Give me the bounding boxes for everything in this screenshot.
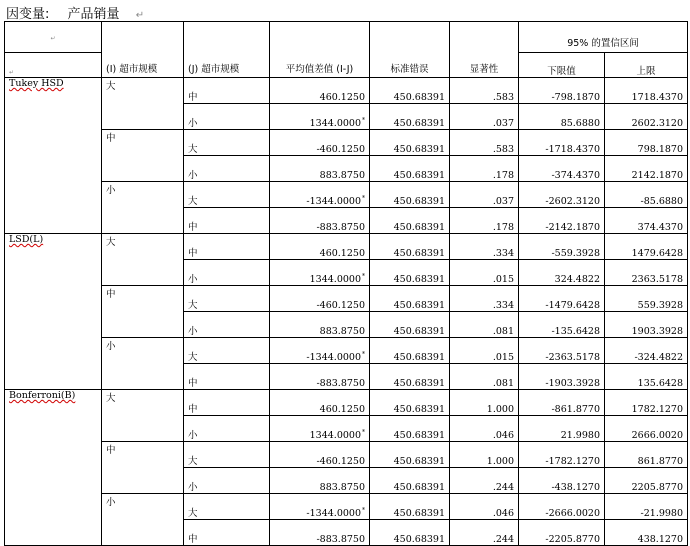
ci-lower-cell-value: -438.1270 <box>551 482 600 493</box>
size-j-cell <box>184 104 270 130</box>
mean-diff-cell <box>270 442 370 468</box>
std-err-cell <box>370 182 450 208</box>
sig-cell <box>450 156 519 182</box>
mean-diff-cell <box>270 156 370 182</box>
mean-diff-cell-value: -460.1250 <box>316 300 365 311</box>
std-err-cell-value: 450.68391 <box>393 92 445 103</box>
col-header-ci-lower: 下限值 <box>519 53 605 78</box>
std-err-cell <box>370 234 450 260</box>
ci-upper-cell-value: 135.6428 <box>637 378 684 389</box>
std-err-cell <box>370 156 450 182</box>
ci-upper-cell <box>605 494 688 520</box>
ci-lower-cell-value: -2142.1870 <box>545 222 600 233</box>
sig-cell <box>450 416 519 442</box>
dependent-variable-label: 因变量: <box>6 7 50 22</box>
ci-lower-cell-value: -2666.0020 <box>545 508 600 519</box>
ci-lower-cell <box>519 390 605 416</box>
std-err-cell-value: 450.68391 <box>393 118 445 129</box>
size-j-cell <box>184 520 270 546</box>
method-name: Bonferroni(B) <box>9 390 76 401</box>
ci-lower-cell-value: -2363.5178 <box>545 352 600 363</box>
ci-upper-cell <box>605 520 688 546</box>
mean-diff-cell <box>270 520 370 546</box>
ci-lower-cell <box>519 156 605 182</box>
ci-upper-cell-value: 438.1270 <box>637 534 684 545</box>
mean-diff-cell <box>270 312 370 338</box>
method-name: LSD(L) <box>9 234 44 245</box>
ci-lower-cell <box>519 104 605 130</box>
paragraph-mark-icon: ↵ <box>135 10 145 21</box>
method-name-cell <box>5 78 102 234</box>
sig-cell <box>450 442 519 468</box>
ci-upper-cell-value: -85.6880 <box>640 196 684 207</box>
mean-diff-cell <box>270 260 370 286</box>
size-j-cell-value: 大 <box>188 144 198 155</box>
sig-cell <box>450 182 519 208</box>
mean-diff-cell-value: -1344.0000 <box>306 196 361 207</box>
std-err-cell <box>370 130 450 156</box>
ci-upper-cell <box>605 234 688 260</box>
mean-diff-cell <box>270 468 370 494</box>
ci-upper-cell-value: -21.9980 <box>640 508 684 519</box>
ci-upper-cell-value: 559.3928 <box>637 300 684 311</box>
ci-upper-cell <box>605 338 688 364</box>
sig-cell-value: .178 <box>492 222 514 233</box>
ci-upper-cell <box>605 390 688 416</box>
col-header-i: (I) 超市规模 <box>102 22 184 78</box>
header-blank-cell-2: ↵ <box>5 53 102 78</box>
sig-cell <box>450 104 519 130</box>
significance-star: * <box>362 116 365 124</box>
ci-lower-cell-value: -2602.3120 <box>545 196 600 207</box>
table-row <box>5 338 688 364</box>
col-header-std-err: 标准错误 <box>370 22 450 78</box>
size-j-cell-value: 大 <box>188 352 198 363</box>
ci-lower-cell <box>519 182 605 208</box>
significance-star: * <box>362 194 365 202</box>
significance-star: * <box>362 428 365 436</box>
std-err-cell-value: 450.68391 <box>393 300 445 311</box>
sig-cell-value: .081 <box>492 326 514 337</box>
ci-lower-cell <box>519 260 605 286</box>
std-err-cell-value: 450.68391 <box>393 534 445 545</box>
sig-cell-value: .178 <box>492 170 514 181</box>
ci-upper-cell-value: 374.4370 <box>637 222 684 233</box>
mean-diff-cell <box>270 78 370 104</box>
mean-diff-cell-value: 883.8750 <box>319 170 365 181</box>
ci-lower-cell-value: -1718.4370 <box>545 144 600 155</box>
mean-diff-cell <box>270 494 370 520</box>
size-i-cell: 小 <box>102 338 184 390</box>
dependent-variable-value: 产品销量 <box>67 7 120 22</box>
ci-lower-cell-value: 85.6880 <box>560 118 600 129</box>
size-j-cell <box>184 78 270 104</box>
ci-upper-cell <box>605 156 688 182</box>
std-err-cell-value: 450.68391 <box>393 170 445 181</box>
col-header-mean-diff: 平均值差值 (I-J) <box>270 22 370 78</box>
col-header-ci: 95% 的置信区间 <box>519 22 688 53</box>
ci-lower-cell-value: 21.9980 <box>560 430 600 441</box>
ci-lower-cell <box>519 364 605 390</box>
mean-diff-cell-value: -883.8750 <box>316 378 365 389</box>
table-row <box>5 286 688 312</box>
size-j-cell <box>184 338 270 364</box>
significance-star: * <box>362 506 365 514</box>
size-j-cell-value: 中 <box>188 378 198 389</box>
ci-lower-cell-value: -2205.8770 <box>545 534 600 545</box>
mean-diff-cell <box>270 364 370 390</box>
sig-cell-value: .037 <box>492 196 514 207</box>
std-err-cell-value: 450.68391 <box>393 456 445 467</box>
size-j-cell <box>184 286 270 312</box>
size-j-cell-value: 小 <box>188 170 198 181</box>
sig-cell-value: .583 <box>492 144 514 155</box>
std-err-cell <box>370 104 450 130</box>
ci-upper-cell-value: 2602.3120 <box>631 118 684 129</box>
mean-diff-cell-value: -883.8750 <box>316 222 365 233</box>
sig-cell <box>450 260 519 286</box>
ci-lower-cell <box>519 494 605 520</box>
ci-lower-cell <box>519 78 605 104</box>
ci-lower-cell-value: -374.4370 <box>551 170 600 181</box>
significance-star: * <box>362 272 365 280</box>
table-row <box>5 182 688 208</box>
sig-cell <box>450 312 519 338</box>
sig-cell <box>450 364 519 390</box>
sig-cell-value: .583 <box>492 92 514 103</box>
ci-upper-cell-value: 2142.1870 <box>631 170 684 181</box>
std-err-cell-value: 450.68391 <box>393 274 445 285</box>
sig-cell-value: 1.000 <box>486 456 514 467</box>
size-j-cell-value: 小 <box>188 326 198 337</box>
size-j-cell-value: 大 <box>188 456 198 467</box>
sig-cell-value: 1.000 <box>486 404 514 415</box>
mean-diff-cell <box>270 338 370 364</box>
ci-lower-cell-value: -861.8770 <box>551 404 600 415</box>
size-i-cell: 大 <box>102 390 184 442</box>
std-err-cell <box>370 208 450 234</box>
size-i-cell: 大 <box>102 78 184 130</box>
mean-diff-cell-value: 1344.0000 <box>309 118 361 129</box>
multiple-comparisons-table <box>4 21 688 546</box>
mean-diff-cell <box>270 182 370 208</box>
std-err-cell-value: 450.68391 <box>393 196 445 207</box>
ci-lower-cell <box>519 520 605 546</box>
size-j-cell-value: 中 <box>188 248 198 259</box>
size-j-cell <box>184 260 270 286</box>
std-err-cell-value: 450.68391 <box>393 352 445 363</box>
ci-upper-cell <box>605 260 688 286</box>
mean-diff-cell <box>270 390 370 416</box>
size-j-cell <box>184 468 270 494</box>
mean-diff-cell <box>270 208 370 234</box>
ci-upper-cell-value: 2666.0020 <box>631 430 684 441</box>
sig-cell <box>450 208 519 234</box>
table-row <box>5 390 688 416</box>
size-j-cell-value: 大 <box>188 196 198 207</box>
size-j-cell-value: 大 <box>188 508 198 519</box>
size-j-cell <box>184 390 270 416</box>
sig-cell <box>450 338 519 364</box>
ci-lower-cell <box>519 234 605 260</box>
col-header-j: (J) 超市规模 <box>184 22 270 78</box>
header-blank-cell: ↵ <box>5 22 102 53</box>
std-err-cell <box>370 442 450 468</box>
ci-upper-cell <box>605 286 688 312</box>
ci-upper-cell-value: 861.8770 <box>637 456 684 467</box>
std-err-cell <box>370 468 450 494</box>
sig-cell <box>450 78 519 104</box>
mean-diff-cell <box>270 130 370 156</box>
ci-lower-cell-value: -1782.1270 <box>545 456 600 467</box>
mean-diff-cell-value: -1344.0000 <box>306 352 361 363</box>
std-err-cell-value: 450.68391 <box>393 508 445 519</box>
size-j-cell-value: 中 <box>188 92 198 103</box>
size-j-cell <box>184 494 270 520</box>
ci-lower-cell-value: -559.3928 <box>551 248 600 259</box>
size-i-cell: 小 <box>102 494 184 546</box>
table-header <box>5 22 688 78</box>
mean-diff-cell-value: 460.1250 <box>319 404 365 415</box>
method-name: Tukey HSD <box>9 78 64 89</box>
std-err-cell <box>370 520 450 546</box>
ci-lower-cell-value: 324.4822 <box>554 274 600 285</box>
sig-cell-value: .046 <box>492 430 514 441</box>
std-err-cell <box>370 338 450 364</box>
size-j-cell <box>184 234 270 260</box>
size-j-cell <box>184 156 270 182</box>
ci-upper-cell <box>605 442 688 468</box>
ci-upper-cell <box>605 208 688 234</box>
ci-upper-cell-value: 1718.4370 <box>631 92 684 103</box>
ci-lower-cell <box>519 130 605 156</box>
mean-diff-cell-value: 883.8750 <box>319 482 365 493</box>
ci-upper-cell <box>605 130 688 156</box>
size-j-cell <box>184 416 270 442</box>
ci-lower-cell <box>519 338 605 364</box>
ci-upper-cell-value: 1903.3928 <box>631 326 684 337</box>
sig-cell-value: .081 <box>492 378 514 389</box>
table-row <box>5 494 688 520</box>
size-j-cell <box>184 442 270 468</box>
sig-cell-value: .015 <box>492 274 514 285</box>
std-err-cell <box>370 286 450 312</box>
size-j-cell <box>184 130 270 156</box>
table-row <box>5 442 688 468</box>
size-j-cell <box>184 208 270 234</box>
sig-cell <box>450 234 519 260</box>
sig-cell <box>450 520 519 546</box>
method-name-cell <box>5 234 102 390</box>
sig-cell-value: .334 <box>492 248 514 259</box>
mean-diff-cell-value: -460.1250 <box>316 456 365 467</box>
ci-upper-cell-value: -324.4822 <box>634 352 684 363</box>
mean-diff-cell-value: 1344.0000 <box>309 430 361 441</box>
mean-diff-cell <box>270 286 370 312</box>
sig-cell <box>450 390 519 416</box>
ci-upper-cell-value: 1782.1270 <box>631 404 684 415</box>
mean-diff-cell-value: 460.1250 <box>319 248 365 259</box>
mean-diff-cell-value: -460.1250 <box>316 144 365 155</box>
col-header-ci-upper: 上限 <box>605 53 688 78</box>
size-i-cell: 中 <box>102 442 184 494</box>
ci-lower-cell <box>519 312 605 338</box>
size-j-cell-value: 中 <box>188 534 198 545</box>
std-err-cell-value: 450.68391 <box>393 222 445 233</box>
ci-lower-cell <box>519 286 605 312</box>
size-j-cell-value: 小 <box>188 118 198 129</box>
table-heading <box>6 3 144 22</box>
ci-lower-cell-value: -1903.3928 <box>545 378 600 389</box>
mean-diff-cell-value: 460.1250 <box>319 92 365 103</box>
sig-cell <box>450 130 519 156</box>
ci-upper-cell <box>605 104 688 130</box>
ci-lower-cell-value: -135.6428 <box>551 326 600 337</box>
size-j-cell-value: 小 <box>188 274 198 285</box>
ci-upper-cell-value: 798.1870 <box>637 144 684 155</box>
ci-lower-cell-value: -798.1870 <box>551 92 600 103</box>
size-i-cell: 中 <box>102 130 184 182</box>
method-name-cell <box>5 390 102 546</box>
ci-upper-cell <box>605 182 688 208</box>
ci-upper-cell-value: 2363.5178 <box>631 274 684 285</box>
std-err-cell <box>370 416 450 442</box>
std-err-cell-value: 450.68391 <box>393 144 445 155</box>
significance-star: * <box>362 350 365 358</box>
sig-cell-value: .015 <box>492 352 514 363</box>
std-err-cell <box>370 494 450 520</box>
std-err-cell <box>370 390 450 416</box>
mean-diff-cell <box>270 104 370 130</box>
mean-diff-cell-value: -883.8750 <box>316 534 365 545</box>
ci-lower-cell-value: -1479.6428 <box>545 300 600 311</box>
sig-cell <box>450 286 519 312</box>
table-row <box>5 130 688 156</box>
size-j-cell <box>184 364 270 390</box>
ci-upper-cell <box>605 78 688 104</box>
sig-cell-value: .244 <box>492 534 514 545</box>
ci-upper-cell <box>605 312 688 338</box>
ci-lower-cell <box>519 208 605 234</box>
std-err-cell-value: 450.68391 <box>393 430 445 441</box>
ci-upper-cell <box>605 468 688 494</box>
std-err-cell-value: 450.68391 <box>393 248 445 259</box>
size-j-cell-value: 小 <box>188 482 198 493</box>
size-i-cell: 中 <box>102 286 184 338</box>
mean-diff-cell-value: -1344.0000 <box>306 508 361 519</box>
table-row <box>5 78 688 104</box>
mean-diff-cell <box>270 416 370 442</box>
sig-cell <box>450 468 519 494</box>
size-j-cell-value: 小 <box>188 430 198 441</box>
std-err-cell-value: 450.68391 <box>393 326 445 337</box>
ci-lower-cell <box>519 416 605 442</box>
size-j-cell <box>184 312 270 338</box>
std-err-cell-value: 450.68391 <box>393 482 445 493</box>
ci-upper-cell-value: 2205.8770 <box>631 482 684 493</box>
mean-diff-cell-value: 1344.0000 <box>309 274 361 285</box>
sig-cell-value: .334 <box>492 300 514 311</box>
size-j-cell-value: 中 <box>188 404 198 415</box>
std-err-cell-value: 450.68391 <box>393 378 445 389</box>
ci-upper-cell <box>605 416 688 442</box>
std-err-cell-value: 450.68391 <box>393 404 445 415</box>
std-err-cell <box>370 78 450 104</box>
size-i-cell: 大 <box>102 234 184 286</box>
size-j-cell-value: 大 <box>188 300 198 311</box>
std-err-cell <box>370 312 450 338</box>
table-row <box>5 234 688 260</box>
size-j-cell-value: 中 <box>188 222 198 233</box>
ci-upper-cell <box>605 364 688 390</box>
sig-cell-value: .046 <box>492 508 514 519</box>
std-err-cell <box>370 364 450 390</box>
ci-upper-cell-value: 1479.6428 <box>631 248 684 259</box>
col-header-sig: 显著性 <box>450 22 519 78</box>
size-j-cell <box>184 182 270 208</box>
mean-diff-cell-value: 883.8750 <box>319 326 365 337</box>
std-err-cell <box>370 260 450 286</box>
mean-diff-cell <box>270 234 370 260</box>
ci-lower-cell <box>519 468 605 494</box>
ci-lower-cell <box>519 442 605 468</box>
sig-cell <box>450 494 519 520</box>
sig-cell-value: .037 <box>492 118 514 129</box>
sig-cell-value: .244 <box>492 482 514 493</box>
size-i-cell: 小 <box>102 182 184 234</box>
table-body <box>5 78 688 546</box>
